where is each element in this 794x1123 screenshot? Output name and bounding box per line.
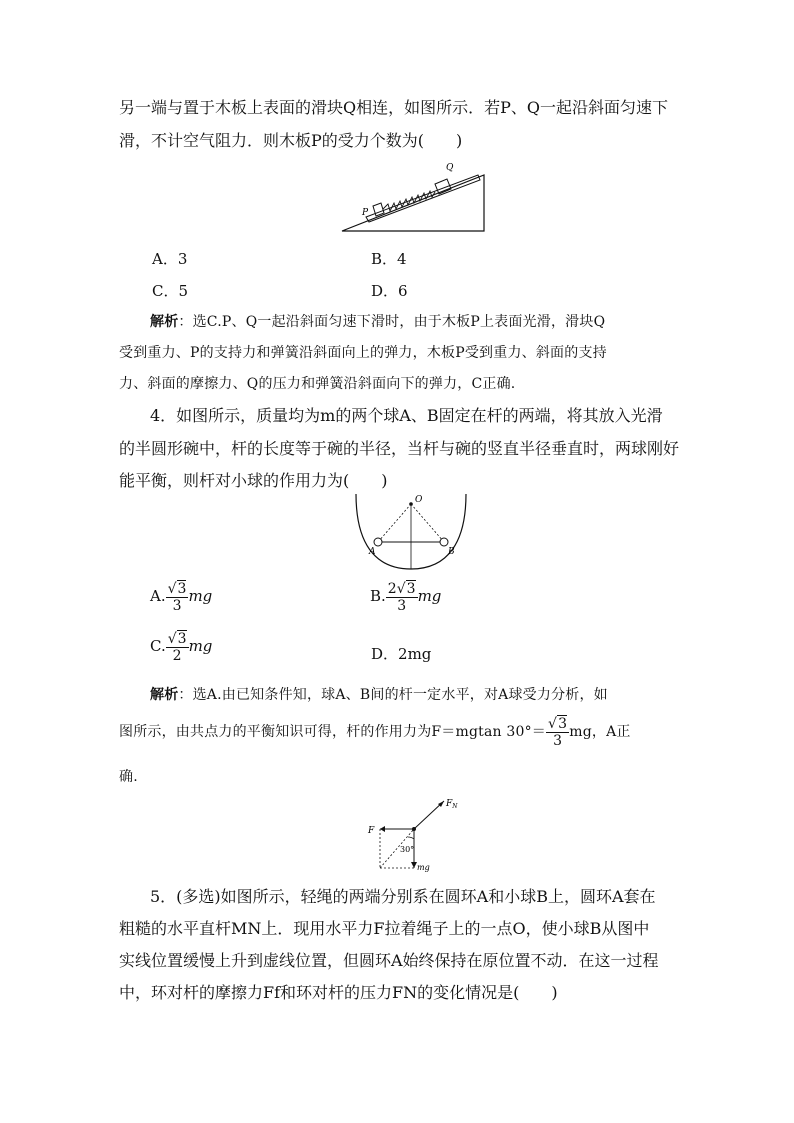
q4-solution-line3: 确. (119, 769, 138, 785)
incline-wedge (342, 175, 484, 231)
q5-stem-line4: 中，环对杆的摩擦力Ff和环对杆的压力FN的变化情况是( ) (119, 983, 558, 1002)
q3-stem-line1: 另一端与置于木板上表面的滑块Q相连，如图所示．若P、Q一起沿斜面匀速下 (119, 98, 669, 117)
q3-option-c: C．5 (152, 282, 189, 300)
q5-stem-line2: 粗糙的水平直杆MN上．现用水平力F拉着绳子上的一点O，使小球B从图中 (119, 919, 650, 938)
q3-option-d: D．6 (371, 282, 408, 300)
q3-solution-text1: ：选C.P、Q一起沿斜面匀速下滑时，由于木板P上表面光滑，滑块Q (178, 314, 606, 330)
q4-solution-line1 (150, 684, 608, 704)
q3-stem-line2: 滑，不计空气阻力．则木板P的受力个数为( ) (119, 131, 463, 150)
angle-arc (408, 837, 414, 839)
q4-option-a: A. $\frac{√3}{3}$ mg (150, 581, 213, 614)
q4-solution-line2: 图所示，由共点力的平衡知识可得，杆的作用力为F＝mgtan 30°＝ $\frac{√3}{3}$ mg，A正 (119, 716, 631, 749)
q4-option-c: C. $\frac{√3}{2}$ mg (150, 631, 213, 664)
q5-stem-line3: 实线位置缓慢上升到虚线位置，但圆环A始终保持在原位置不动．在这一过程 (119, 951, 659, 970)
q4-solution-text1: ：选A.由已知条件知，球A、B间的杆一定水平，对A球受力分析，如 (178, 687, 608, 703)
label-fn: $F_N$ (446, 799, 458, 810)
q4-stem-line3: 能平衡，则杆对小球的作用力为( ) (119, 471, 388, 490)
label-b: B (448, 547, 455, 557)
q4-stem-line1: 4．如图所示，质量均为m的两个球A、B固定在杆的两端，将其放入光滑 (150, 406, 663, 425)
radius-to-b (411, 504, 444, 542)
q3-solution-line3: 力、斜面的摩擦力、Q的压力和弹簧沿斜面向下的弹力，C正确. (119, 376, 516, 392)
ball-b (440, 538, 448, 546)
label-o: O (415, 495, 423, 505)
radius-to-a (378, 504, 411, 542)
q4-option-b: B. $\frac{2√3}{3}$ mg (370, 581, 442, 614)
q5-stem-line1: 5．(多选)如图所示，轻绳的两端分别系在圆环A和小球B上，圆环A套在 (150, 887, 656, 906)
q3-solution-line1 (150, 311, 605, 331)
q4-option-d: D．2mg (371, 645, 432, 663)
solution-tag: 解析 (150, 314, 179, 330)
label-angle: 30° (400, 845, 415, 854)
bowl-figure (352, 492, 470, 572)
rod-force-arrowhead (380, 826, 385, 832)
q3-option-b: B．4 (371, 250, 407, 268)
incline-spring-figure (336, 158, 486, 234)
label-f: F (368, 826, 375, 836)
ball-center (412, 827, 416, 831)
solution-tag: 解析 (150, 687, 179, 703)
q3-solution-line2: 受到重力、P的支持力和弹簧沿斜面向上的弹力，木板P受到重力、斜面的支持 (119, 345, 607, 361)
label-mg: mg (417, 863, 430, 872)
q3-option-a: A．3 (152, 250, 188, 268)
force-diagram (364, 796, 464, 876)
label-q: Q (446, 163, 454, 173)
label-p: P (362, 208, 369, 218)
q4-stem-line2: 的半圆形碗中，杆的长度等于碗的半径，当杆与碗的竖直半径垂直时，两球刚好 (119, 439, 680, 458)
ball-a (374, 538, 382, 546)
label-a: A (369, 547, 376, 557)
